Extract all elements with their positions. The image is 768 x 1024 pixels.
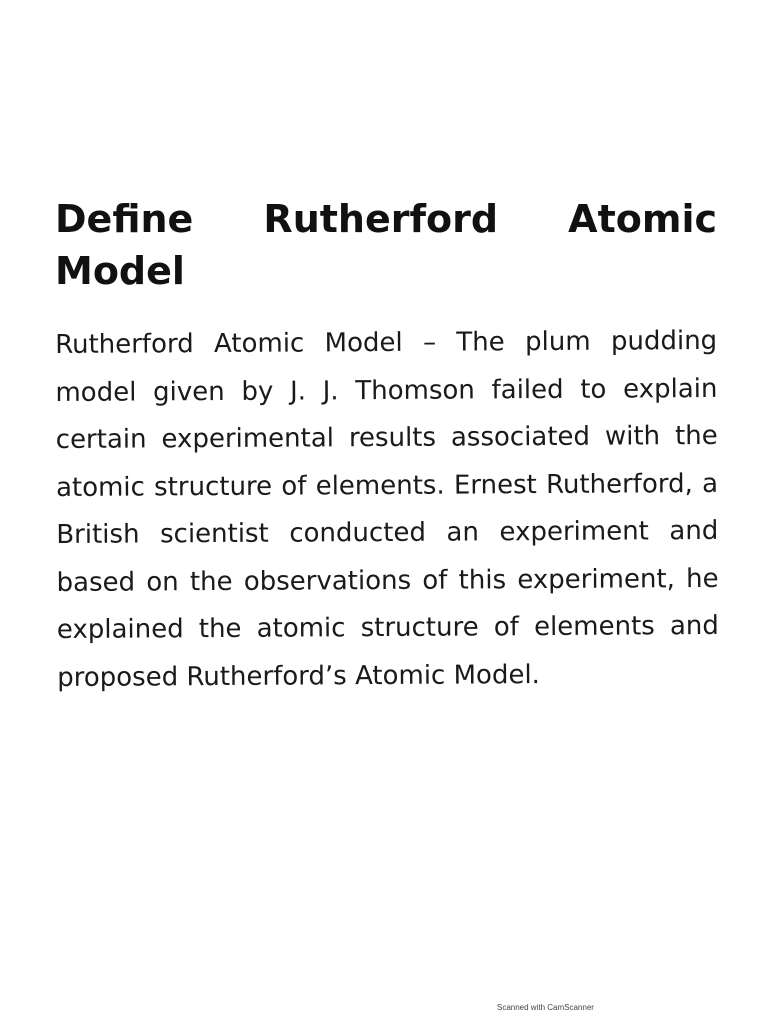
page-heading: Define Rutherford Atomic Model [55,197,717,293]
scanner-watermark: Scanned with CamScanner [497,1003,594,1012]
body-paragraph: Rutherford Atomic Model – The plum pudding model given by J. J. Thomson failed to explain certain experimental results associated with the atomic structure of elements. Ernest Rutherford, a British scientist conducted an experiment and based on the observations of this experiment, he explained the atomic structure of elements and proposed Rutherford’s Atomic Model. [55,325,719,693]
